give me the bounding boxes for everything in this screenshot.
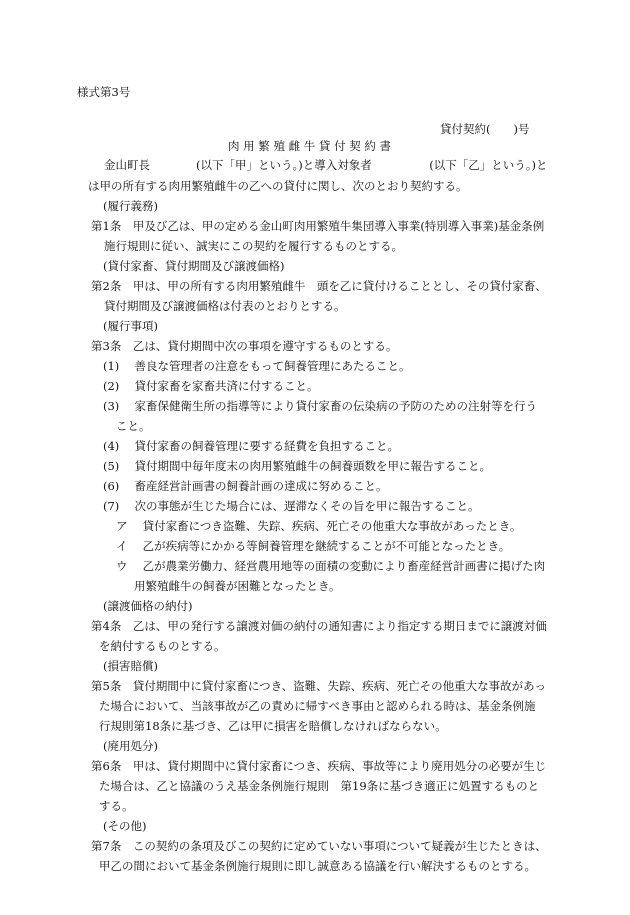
article-6-line-3: する。 <box>99 799 134 813</box>
article-3-item-3: (3) 家畜保健衛生所の指導等により貸付家畜の伝染病の予防のための注射等を行う <box>103 399 537 413</box>
article-4-line-1: 第4条 乙は、甲の発行する譲渡対価の納付の通知書により指定する期日までに譲渡対価 <box>91 619 547 633</box>
article-3-item-4: (4) 貸付家畜の飼養管理に要する経費を負担すること。 <box>103 439 399 453</box>
article-6-line-1: 第6条 甲は、貸付期間中に貸付家畜につき、疾病、事故等により廃用処分の必要が生じ <box>91 759 547 773</box>
contract-number: 貸付契約( )号 <box>440 122 530 136</box>
heading-duties: (履行事項) <box>103 319 158 333</box>
preamble-line-1: 金山町長 (以下「甲」という。)と導入対象者 (以下「乙」という。)と <box>104 158 548 172</box>
article-3-item-1: (1) 善良な管理者の注意をもって飼養管理にあたること。 <box>103 359 411 373</box>
article-1-line-1: 第1条 甲及び乙は、甲の定める金山町肉用繁殖牛集団導入事業(特別導入事業)基金条例 <box>91 219 545 233</box>
article-2-line-1: 第2条 甲は、甲の所有する肉用繁殖雌牛 頭を乙に貸付けることとし、その貸付家畜、 <box>91 279 547 293</box>
article-3-item-6: (6) 畜産経営計画書の飼養計画の達成に努めること。 <box>103 479 388 493</box>
document-title: 肉 用 繁 殖 雌 牛 貸 付 契 約 書 <box>228 139 392 153</box>
heading-loan: (貸付家畜、貸付期間及び譲渡価格) <box>103 259 285 273</box>
article-3-subitem-u: ウ 乙が農業労働力、経営農用地等の面積の変動により畜産経営計画書に掲げた肉 <box>116 559 546 573</box>
preamble-line-2: は甲の所有する肉用繁殖雌牛の乙への貸付に関し、次のとおり契約する。 <box>88 179 468 193</box>
heading-obligation: (履行義務) <box>103 199 158 213</box>
article-3-item-3-cont: こと。 <box>116 419 151 433</box>
article-3-item-2: (2) 貸付家畜を家畜共済に付すること。 <box>103 379 319 393</box>
article-5-line-2: た場合において、当該事故が乙の責めに帰すべき事由と認められる時は、基金条例施 <box>99 699 536 713</box>
heading-damages: (損害賠償) <box>103 659 158 673</box>
article-6-line-2: た場合は、乙と協議のうえ基金条例施行規則 第19条に基づき適正に処置するものと <box>99 779 540 793</box>
article-7-line-1: 第7条 この契約の条項及びこの契約に定めていない事項について疑義が生じたときは、 <box>91 839 547 853</box>
heading-disposal: (廃用処分) <box>103 739 158 753</box>
article-3-line-1: 第3条 乙は、貸付期間中次の事項を遵守するものとする。 <box>91 339 398 353</box>
article-3-subitem-u-cont: 用繁殖雌牛の飼養が困難となったとき。 <box>134 579 341 593</box>
article-1-line-2: 施行規則に従い、誠実にこの契約を履行するものとする。 <box>104 239 403 253</box>
article-3-subitem-i: イ 乙が疾病等にかかる等飼養管理を継続することが不可能となったとき。 <box>116 539 511 553</box>
article-3-subitem-a: ア 貸付家畜につき盗難、失踪、疾病、死亡その他重大な事故があったとき。 <box>116 519 522 533</box>
heading-other: (その他) <box>103 819 147 833</box>
form-number: 様式第3号 <box>77 85 131 99</box>
article-3-item-5: (5) 貸付期間中毎年度末の肉用繁殖雌牛の飼養頭数を甲に報告すること。 <box>103 459 491 473</box>
article-4-line-2: を納付するものとする。 <box>99 639 226 653</box>
article-5-line-3: 行規則第18条に基づき、乙は甲に損害を賠償しなければならない。 <box>99 719 447 733</box>
article-7-line-2: 甲乙の間において基金条例施行規則に即し誠意ある協議を行い解決するものとする。 <box>99 859 536 873</box>
heading-payment: (譲渡価格の納付) <box>103 599 193 613</box>
article-2-line-2: 貸付期間及び譲渡価格は付表のとおりとする。 <box>104 299 346 313</box>
article-3-item-7: (7) 次の事態が生じた場合には、遅滞なくその旨を甲に報告すること。 <box>103 499 480 513</box>
article-5-line-1: 第5条 貸付期間中に貸付家畜につき、盗難、失踪、疾病、死亡その他重大な事故があっ <box>91 679 547 693</box>
